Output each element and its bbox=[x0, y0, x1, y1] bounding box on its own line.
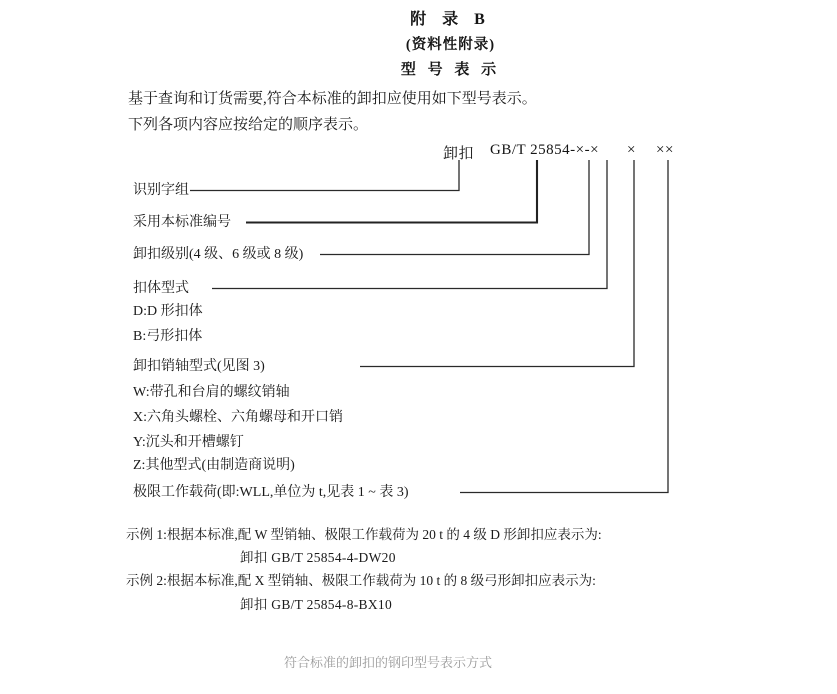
label-pin-type-y: Y:沉头和开槽螺钉 bbox=[133, 435, 244, 450]
connector-wll-line bbox=[460, 160, 668, 493]
connector-identifier-group-line bbox=[190, 160, 459, 191]
label-body-type: 扣体型式 bbox=[133, 281, 189, 296]
example-1-code: 卸扣 GB/T 25854-4-DW20 bbox=[240, 550, 396, 565]
label-pin-type-w: W:带孔和台肩的螺纹销轴 bbox=[133, 385, 290, 400]
label-grade: 卸扣级别(4 级、6 级或 8 级) bbox=[133, 247, 304, 262]
label-wll: 极限工作载荷(即:WLL,单位为 t,见表 1 ~ 表 3) bbox=[133, 485, 409, 500]
label-identifier-group: 识别字组 bbox=[133, 183, 189, 198]
model-code-wll-placeholder: ×× bbox=[656, 142, 674, 158]
example-2-text: 示例 2:根据本标准,配 X 型销轴、极限工作载荷为 10 t 的 8 级弓形卸扣应表示为: bbox=[126, 573, 596, 588]
model-code-standard-number: GB/T 25854-×-× bbox=[490, 142, 600, 158]
example-2-code: 卸扣 GB/T 25854-8-BX10 bbox=[240, 597, 393, 612]
intro-line-1: 基于查询和订货需要,符合本标准的卸扣应使用如下型号表示。 bbox=[128, 91, 537, 107]
label-pin-type: 卸扣销轴型式(见图 3) bbox=[133, 359, 265, 374]
label-pin-type-z: Z:其他型式(由制造商说明) bbox=[133, 458, 295, 473]
connector-grade-line bbox=[320, 160, 589, 255]
label-standard-reference: 采用本标准编号 bbox=[133, 215, 231, 230]
model-code-prefix: 卸扣 bbox=[443, 146, 475, 162]
label-pin-type-x: X:六角头螺栓、六角螺母和开口销 bbox=[133, 410, 343, 425]
example-1-text: 示例 1:根据本标准,配 W 型销轴、极限工作载荷为 20 t 的 4 级 D 形卸扣应表示为: bbox=[126, 527, 602, 542]
section-title-heading: 型 号 表 示 bbox=[400, 62, 501, 78]
appendix-note-heading: (资料性附录) bbox=[405, 37, 496, 53]
connector-body-type-line bbox=[212, 160, 607, 289]
figure-caption: 符合标准的卸扣的钢印型号表示方式 bbox=[283, 655, 492, 670]
appendix-heading: 附 录 B bbox=[410, 11, 491, 28]
label-body-type-d: D:D 形扣体 bbox=[133, 304, 203, 319]
connector-pin-type-line bbox=[360, 160, 634, 367]
model-code-pin-placeholder: × bbox=[627, 142, 636, 158]
label-body-type-b: B:弓形扣体 bbox=[133, 329, 203, 344]
connector-standard-reference-line bbox=[246, 160, 537, 223]
intro-line-2: 下列各项内容应按给定的顺序表示。 bbox=[128, 117, 369, 133]
